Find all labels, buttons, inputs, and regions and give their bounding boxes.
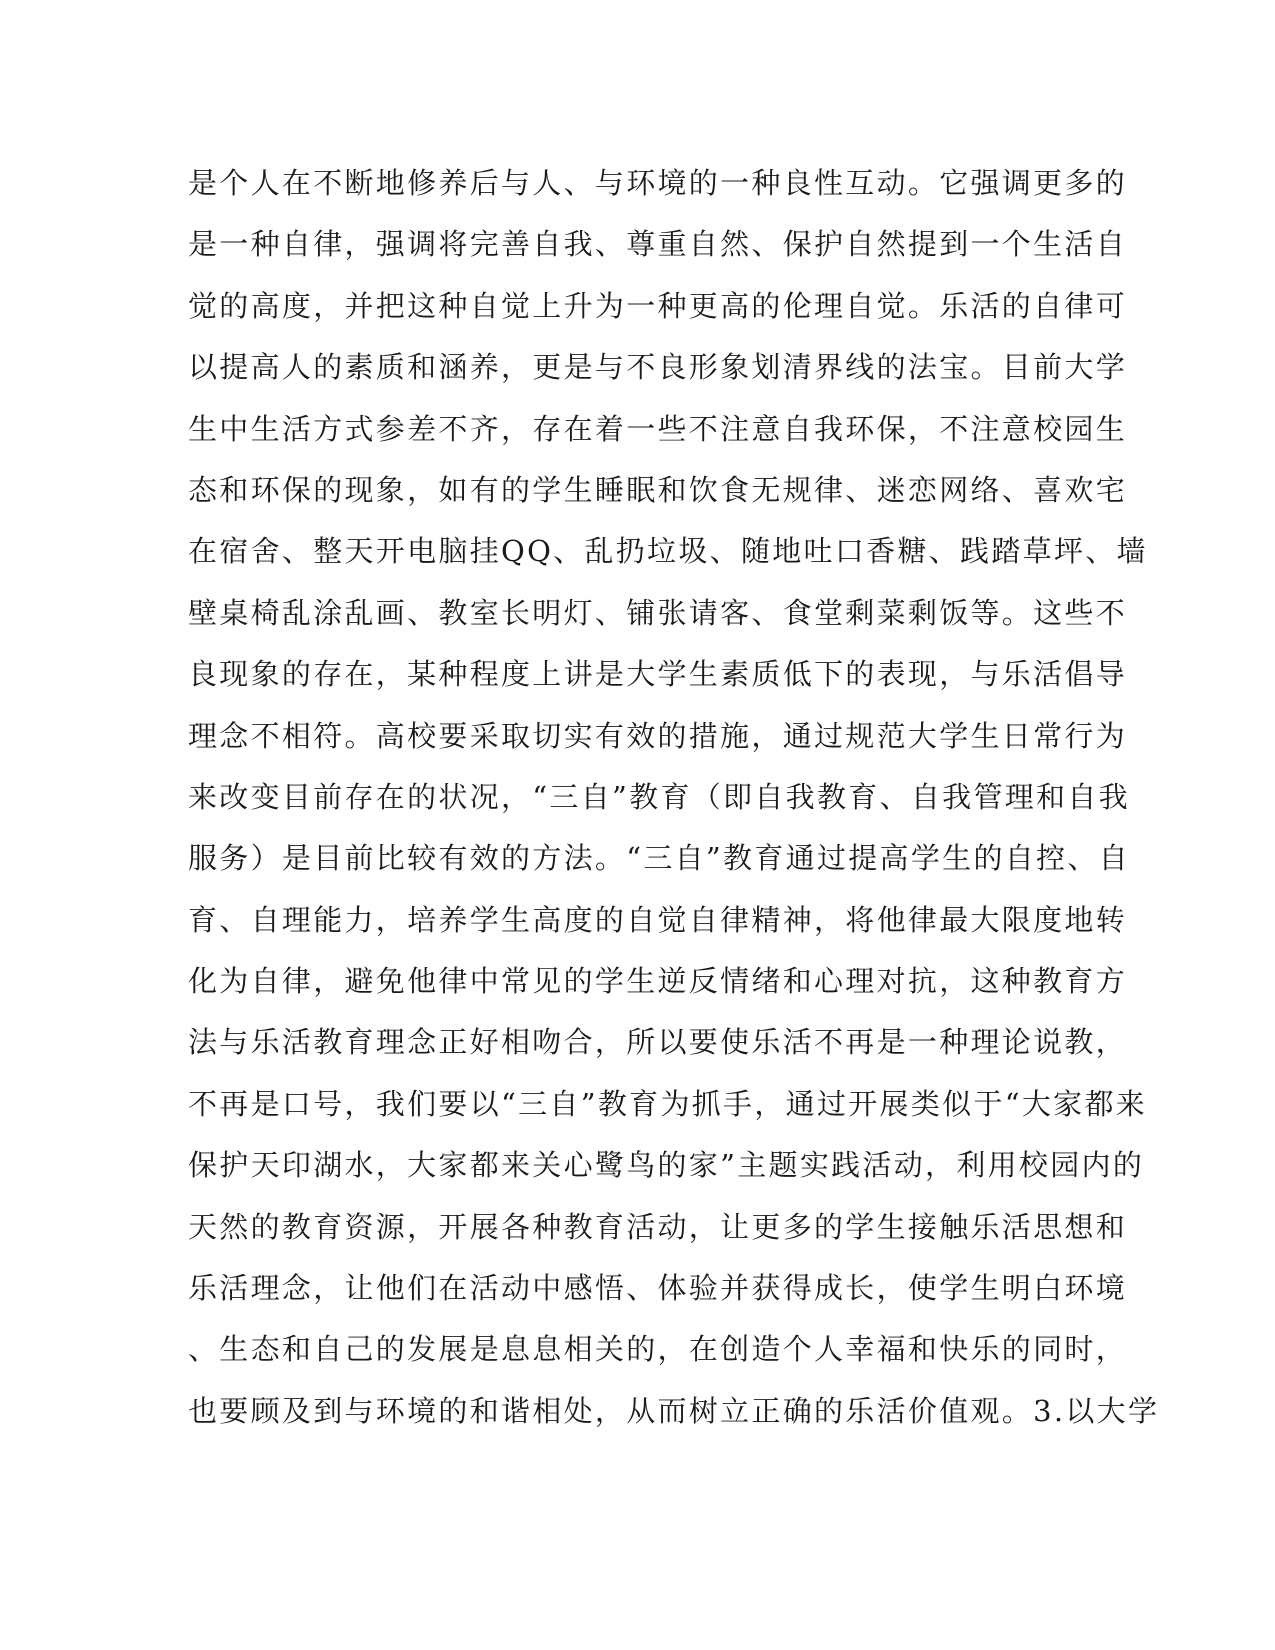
text-line: 态和环保的现象，如有的学生睡眠和饮食无规律、迷恋网络、喜欢宅 xyxy=(188,472,1128,507)
text-line: 以提高人的素质和涵养，更是与不良形象划清界线的法宝。目前大学 xyxy=(188,350,1128,385)
text-line: 良现象的存在，某种程度上讲是大学生素质低下的表现，与乐活倡导 xyxy=(188,657,1128,692)
text-line: 、生态和自己的发展是息息相关的，在创造个人幸福和快乐的同时， xyxy=(188,1332,1128,1367)
text-line: 乐活理念，让他们在活动中感悟、体验并获得成长，使学生明白环境 xyxy=(188,1271,1128,1306)
text-line: 也要顾及到与环境的和谐相处，从而树立正确的乐活价值观。3.以大学 xyxy=(188,1393,1160,1428)
text-line: 是一种自律，强调将完善自我、尊重自然、保护自然提到一个生活自 xyxy=(188,227,1128,262)
text-line: 保护天印湖水，大家都来关心鹭鸟的家”主题实践活动，利用校园内的 xyxy=(188,1148,1145,1183)
text-line: 化为自律，避免他律中常见的学生逆反情绪和心理对抗，这种教育方 xyxy=(188,964,1128,999)
text-line: 不再是口号，我们要以“三自”教育为抓手，通过开展类似于“大家都来 xyxy=(188,1086,1148,1121)
body-text xyxy=(188,163,1160,1452)
text-line: 在宿舍、整天开电脑挂QQ、乱扔垃圾、随地吐口香糖、践踏草坪、墙 xyxy=(188,534,1148,569)
text-line: 法与乐活教育理念正好相吻合，所以要使乐活不再是一种理论说教， xyxy=(188,1025,1128,1060)
text-line: 生中生活方式参差不齐，存在着一些不注意自我环保，不注意校园生 xyxy=(188,411,1128,446)
text-line: 觉的高度，并把这种自觉上升为一种更高的伦理自觉。乐活的自律可 xyxy=(188,288,1128,323)
text-line: 壁桌椅乱涂乱画、教室长明灯、铺张请客、食堂剩菜剩饭等。这些不 xyxy=(188,595,1128,630)
text-line: 来改变目前存在的状况，“三自”教育（即自我教育、自我管理和自我 xyxy=(188,779,1130,814)
text-line: 天然的教育资源，开展各种教育活动，让更多的学生接触乐活思想和 xyxy=(188,1209,1128,1244)
text-line: 服务）是目前比较有效的方法。“三自”教育通过提高学生的自控、自 xyxy=(188,841,1130,876)
text-line: 育、自理能力，培养学生高度的自觉自律精神，将他律最大限度地转 xyxy=(188,902,1128,937)
text-line: 理念不相符。高校要采取切实有效的措施，通过规范大学生日常行为 xyxy=(188,718,1128,753)
text-line: 是个人在不断地修养后与人、与环境的一种良性互动。它强调更多的 xyxy=(188,166,1128,200)
